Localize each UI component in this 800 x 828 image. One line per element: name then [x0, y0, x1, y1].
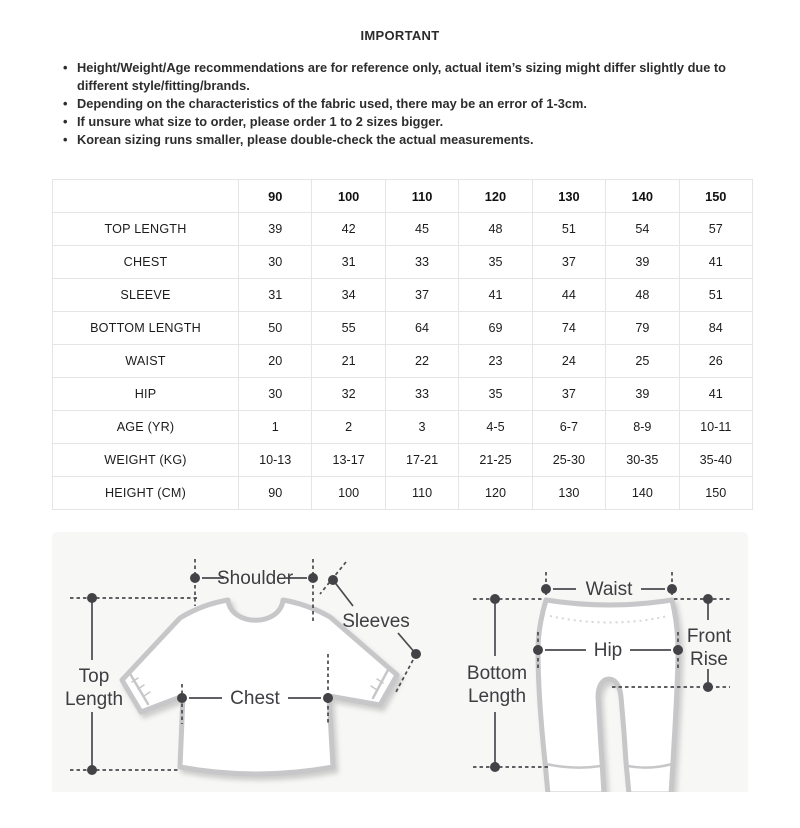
size-column-header: 130 — [532, 180, 605, 213]
notice-list — [62, 59, 770, 149]
waist-label: Waist — [585, 579, 633, 600]
size-column-header: 120 — [459, 180, 532, 213]
shirt-diagram — [65, 559, 421, 775]
hip-label: Hip — [593, 640, 623, 661]
size-cell: 22 — [385, 345, 458, 378]
size-cell: 30-35 — [606, 444, 679, 477]
size-cell: 120 — [459, 477, 532, 510]
size-cell: 50 — [239, 312, 312, 345]
size-cell: 20 — [239, 345, 312, 378]
size-row-label: TOP LENGTH — [53, 213, 239, 246]
size-cell: 84 — [679, 312, 752, 345]
size-cell: 51 — [532, 213, 605, 246]
size-cell: 34 — [312, 279, 385, 312]
chest-label: Chest — [230, 688, 280, 709]
size-cell: 41 — [679, 246, 752, 279]
size-row-label: CHEST — [53, 246, 239, 279]
size-cell: 37 — [385, 279, 458, 312]
size-cell: 23 — [459, 345, 532, 378]
size-cell: 39 — [239, 213, 312, 246]
size-cell: 37 — [532, 246, 605, 279]
size-cell: 140 — [606, 477, 679, 510]
size-cell: 74 — [532, 312, 605, 345]
size-cell: 26 — [679, 345, 752, 378]
shoulder-label: Shoulder — [216, 568, 294, 589]
size-cell: 8-9 — [606, 411, 679, 444]
pants-outline — [538, 600, 678, 792]
size-cell: 13-17 — [312, 444, 385, 477]
size-cell: 31 — [312, 246, 385, 279]
size-table-header-row — [53, 180, 753, 213]
size-cell: 69 — [459, 312, 532, 345]
size-cell: 24 — [532, 345, 605, 378]
size-cell: 32 — [312, 378, 385, 411]
size-table — [52, 179, 753, 510]
sleeves-label: Sleeves — [342, 611, 410, 632]
size-row-label: HIP — [53, 378, 239, 411]
size-cell: 35-40 — [679, 444, 752, 477]
size-cell: 48 — [459, 213, 532, 246]
bottom-length-label-line2: Length — [467, 686, 527, 707]
size-table-row — [53, 279, 753, 312]
notice-bullet: • Depending on the characteristics of the fabric used, there may be an error of 1-3cm. — [62, 95, 770, 113]
size-column-header: 110 — [385, 180, 458, 213]
notice-bullet: • Height/Weight/Age recommendations are for reference only, actual item’s sizing might differ slightly due to different style/fitting/brands. — [62, 59, 770, 95]
size-cell: 41 — [459, 279, 532, 312]
size-cell: 3 — [385, 411, 458, 444]
pants-diagram — [467, 572, 732, 792]
bottom-length-label-line1: Bottom — [466, 663, 528, 684]
size-column-header: 90 — [239, 180, 312, 213]
size-cell: 6-7 — [532, 411, 605, 444]
size-table-row — [53, 312, 753, 345]
size-column-header: 150 — [679, 180, 752, 213]
size-cell: 51 — [679, 279, 752, 312]
size-cell: 100 — [312, 477, 385, 510]
size-row-label: AGE (YR) — [53, 411, 239, 444]
size-table-corner-cell — [53, 180, 239, 213]
top-length-label-line1: Top — [78, 666, 110, 687]
size-cell: 55 — [312, 312, 385, 345]
important-notice — [0, 28, 800, 149]
size-cell: 35 — [459, 246, 532, 279]
size-cell: 39 — [606, 246, 679, 279]
size-cell: 33 — [385, 246, 458, 279]
size-cell: 130 — [532, 477, 605, 510]
size-table-row — [53, 411, 753, 444]
size-cell: 44 — [532, 279, 605, 312]
size-cell: 48 — [606, 279, 679, 312]
size-row-label: BOTTOM LENGTH — [53, 312, 239, 345]
size-row-label: HEIGHT (CM) — [53, 477, 239, 510]
measurement-diagram — [52, 532, 748, 792]
size-table-row — [53, 345, 753, 378]
top-length-label-line2: Length — [64, 689, 124, 710]
size-cell: 64 — [385, 312, 458, 345]
size-table-row — [53, 444, 753, 477]
size-cell: 57 — [679, 213, 752, 246]
notice-bullet: • If unsure what size to order, please order 1 to 2 sizes bigger. — [62, 113, 770, 131]
size-column-header: 100 — [312, 180, 385, 213]
size-cell: 30 — [239, 246, 312, 279]
size-cell: 30 — [239, 378, 312, 411]
size-table-row — [53, 378, 753, 411]
size-cell: 90 — [239, 477, 312, 510]
size-cell: 1 — [239, 411, 312, 444]
size-cell: 79 — [606, 312, 679, 345]
size-cell: 39 — [606, 378, 679, 411]
size-cell: 21 — [312, 345, 385, 378]
size-cell: 4-5 — [459, 411, 532, 444]
size-row-label: WAIST — [53, 345, 239, 378]
notice-title: IMPORTANT — [360, 28, 440, 43]
size-cell: 150 — [679, 477, 752, 510]
size-cell: 21-25 — [459, 444, 532, 477]
size-column-header: 140 — [606, 180, 679, 213]
size-cell: 35 — [459, 378, 532, 411]
size-cell: 25-30 — [532, 444, 605, 477]
size-cell: 2 — [312, 411, 385, 444]
size-cell: 54 — [606, 213, 679, 246]
size-table-row — [53, 477, 753, 510]
notice-bullet: • Korean sizing runs smaller, please double-check the actual measurements. — [62, 131, 770, 149]
size-cell: 110 — [385, 477, 458, 510]
size-cell: 10-13 — [239, 444, 312, 477]
measurement-diagram-panel — [52, 532, 748, 792]
size-cell: 25 — [606, 345, 679, 378]
size-cell: 37 — [532, 378, 605, 411]
front-rise-label-line2: Rise — [689, 649, 729, 670]
size-cell: 17-21 — [385, 444, 458, 477]
size-cell: 45 — [385, 213, 458, 246]
front-rise-label-line1: Front — [686, 626, 732, 647]
size-cell: 33 — [385, 378, 458, 411]
size-row-label: SLEEVE — [53, 279, 239, 312]
size-table-row — [53, 213, 753, 246]
size-cell: 41 — [679, 378, 752, 411]
waist-dimension — [541, 572, 677, 600]
size-cell: 31 — [239, 279, 312, 312]
size-row-label: WEIGHT (KG) — [53, 444, 239, 477]
size-cell: 10-11 — [679, 411, 752, 444]
size-cell: 42 — [312, 213, 385, 246]
size-table-row — [53, 246, 753, 279]
